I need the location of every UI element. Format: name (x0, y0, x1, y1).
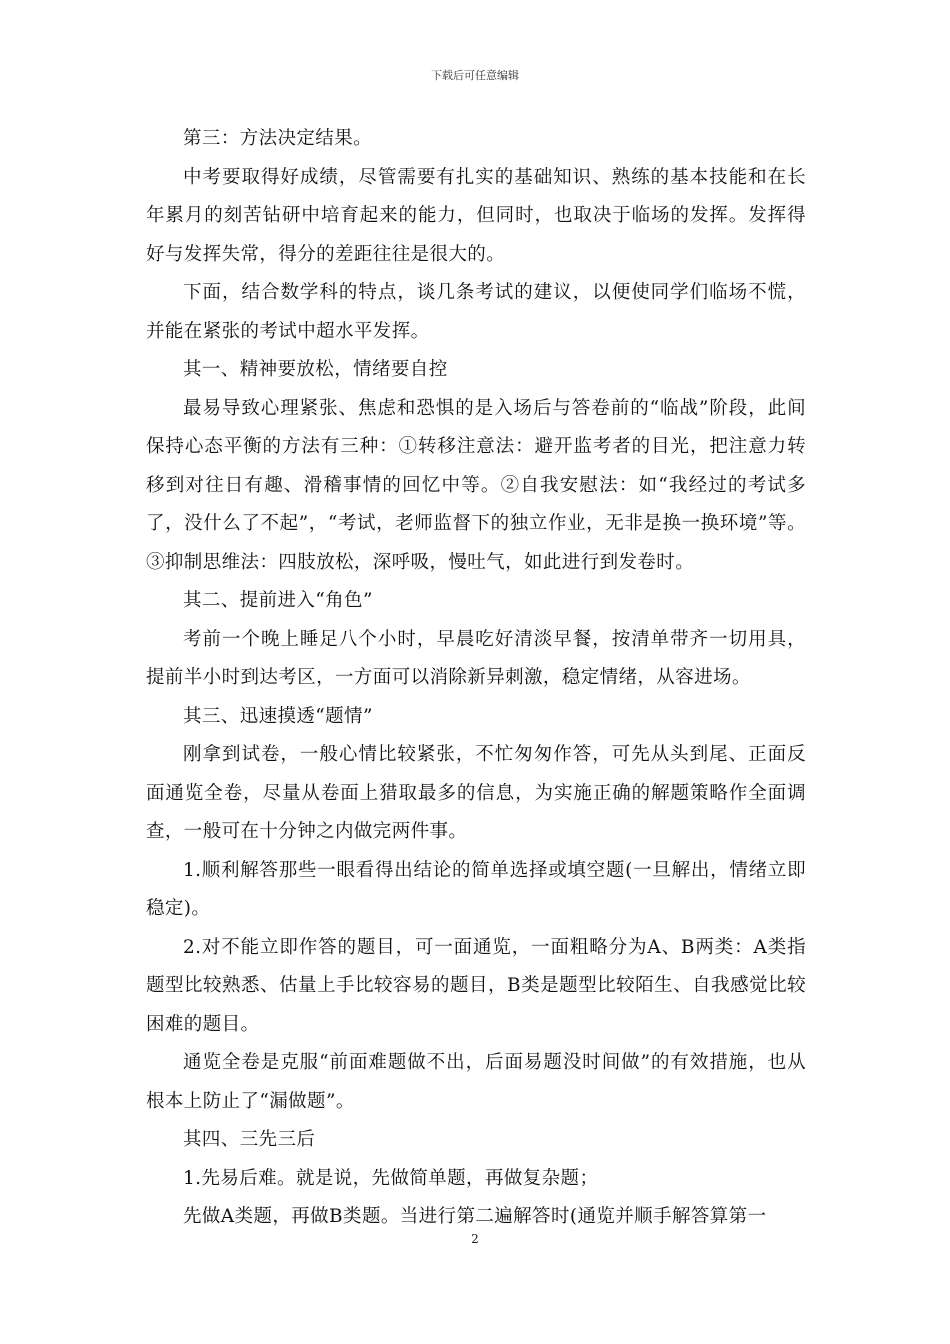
page-number: 2 (471, 1232, 479, 1246)
list-item: 1.顺利解答那些一眼看得出结论的简单选择或填空题(一旦解出，情绪立即稳定)。 (146, 859, 806, 919)
paragraph: 通览全卷是克服“前面难题做不出，后面易题没时间做”的有效措施，也从根本上防止了“漏做题”。 (146, 1052, 806, 1112)
paragraph: 第三：方法决定结果。 (183, 128, 373, 149)
paragraph: 考前一个晚上睡足八个小时，早晨吃好清淡早餐，按清单带齐一切用具，提前半小时到达考区，一方面可以消除新异刺激，稳定情绪，从容进场。 (146, 628, 806, 688)
list-item: 2.对不能立即作答的题目，可一面通览，一面粗略分为A、B两类：A类指题型比较熟悉、估量上手比较容易的题目，B类是题型比较陌生、自我感觉比较困难的题目。 (146, 936, 806, 1035)
paragraph: 刚拿到试卷，一般心情比较紧张，不忙匆匆作答，可先从头到尾、正面反面通览全卷，尽量从卷面上猎取最多的信息，为实施正确的解题策略作全面调查，一般可在十分钟之内做完两件事。 (146, 744, 806, 842)
document-body (146, 120, 806, 1237)
paragraph: 先做A类题，再做B类题。当进行第二遍解答时(通览并顺手解答算第一 (183, 1206, 767, 1227)
section-heading: 其四、三先三后 (183, 1129, 316, 1150)
section-heading: 其二、提前进入“角色” (183, 590, 373, 611)
paragraph: 最易导致心理紧张、焦虑和恐惧的是入场后与答卷前的“临战”阶段，此间保持心态平衡的方法有三种：①转移注意法：避开监考者的目光，把注意力转移到对往日有趣、滑稽事情的回忆中等。②自我安慰法：如“我经过的考试多了，没什么了不起”，“考试，老师监督下的独立作业，无非是换一换环境”等。③抑制思维法：四肢放松，深呼吸，慢吐气，如此进行到发卷时。 (146, 397, 806, 573)
page-header: 下载后可任意编辑 (431, 69, 519, 82)
paragraph: 中考要取得好成绩，尽管需要有扎实的基础知识、熟练的基本技能和在长年累月的刻苦钻研中培育起来的能力，但同时，也取决于临场的发挥。发挥得好与发挥失常，得分的差距往往是很大的。 (146, 166, 806, 265)
paragraph: 下面，结合数学科的特点，谈几条考试的建议，以便使同学们临场不慌，并能在紧张的考试中超水平发挥。 (146, 282, 806, 342)
list-item: 1.先易后难。就是说，先做简单题，再做复杂题； (183, 1167, 599, 1189)
section-heading: 其一、精神要放松，情绪要自控 (183, 359, 448, 380)
section-heading: 其三、迅速摸透“题情” (183, 705, 373, 727)
